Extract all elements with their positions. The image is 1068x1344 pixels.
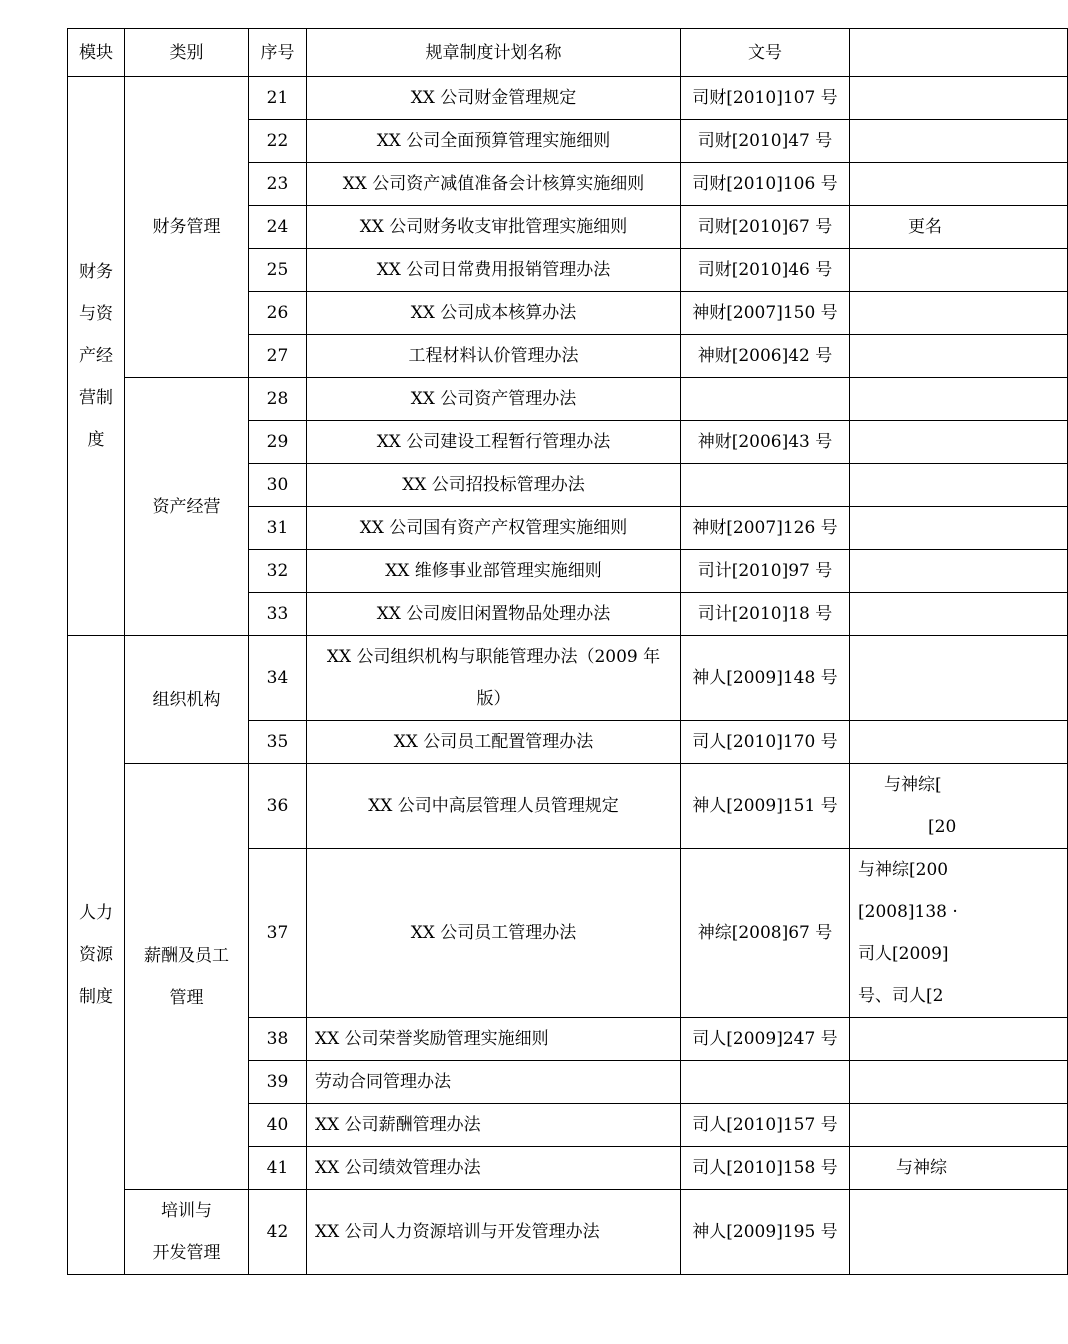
notes-cell: 更名 <box>850 206 1068 249</box>
name-line: 版） <box>476 689 511 709</box>
notes-cell <box>850 378 1068 421</box>
seq-cell: 21 <box>249 77 307 120</box>
name-cell: XX 公司国有资产产权管理实施细则 <box>307 507 681 550</box>
doc-cell: 司人[2010]158 号 <box>681 1147 850 1190</box>
name-cell: 工程材料认价管理办法 <box>307 335 681 378</box>
name-cell: XX 公司荣誉奖励管理实施细则 <box>307 1018 681 1061</box>
seq-cell: 40 <box>249 1104 307 1147</box>
module-line: 产经 <box>79 346 113 366</box>
header-category: 类别 <box>125 29 249 77</box>
category-cell <box>125 764 249 1190</box>
doc-cell: 司人[2009]247 号 <box>681 1018 850 1061</box>
category-line: 薪酬及员工 <box>144 945 229 966</box>
module-line: 与资 <box>79 304 113 324</box>
seq-cell: 30 <box>249 464 307 507</box>
seq-cell: 32 <box>249 550 307 593</box>
name-cell: XX 公司招投标管理办法 <box>307 464 681 507</box>
notes-cell <box>850 120 1068 163</box>
seq-cell: 34 <box>249 636 307 721</box>
notes-cell <box>850 721 1068 764</box>
category-cell: 财务管理 <box>125 77 249 378</box>
seq-cell: 36 <box>249 764 307 849</box>
doc-cell: 司财[2010]47 号 <box>681 120 850 163</box>
name-cell: 劳动合同管理办法 <box>307 1061 681 1104</box>
name-cell: XX 公司绩效管理办法 <box>307 1147 681 1190</box>
seq-cell: 23 <box>249 163 307 206</box>
seq-cell: 25 <box>249 249 307 292</box>
name-cell: XX 公司全面预算管理实施细则 <box>307 120 681 163</box>
doc-cell: 司财[2010]67 号 <box>681 206 850 249</box>
notes-cell <box>850 593 1068 636</box>
category-cell <box>125 1190 249 1275</box>
seq-cell: 29 <box>249 421 307 464</box>
name-cell: XX 公司资产减值准备会计核算实施细则 <box>307 163 681 206</box>
doc-cell: 司财[2010]107 号 <box>681 77 850 120</box>
category-cell: 资产经营 <box>125 378 249 636</box>
notes-line: [20 <box>928 817 957 837</box>
doc-cell: 神财[2007]126 号 <box>681 507 850 550</box>
seq-cell: 39 <box>249 1061 307 1104</box>
notes-line: [2008]138 · <box>858 902 958 922</box>
notes-line: 司人[2009] <box>858 944 949 964</box>
category-line: 开发管理 <box>152 1243 221 1263</box>
notes-cell <box>850 464 1068 507</box>
notes-cell <box>850 1190 1068 1275</box>
notes-cell <box>850 163 1068 206</box>
name-cell: XX 公司建设工程暂行管理办法 <box>307 421 681 464</box>
table-row <box>68 77 1068 120</box>
regulation-table <box>67 28 1068 1275</box>
module-line: 制度 <box>79 987 113 1007</box>
name-cell: XX 公司人力资源培训与开发管理办法 <box>307 1190 681 1275</box>
header-seq: 序号 <box>249 29 307 77</box>
name-cell: XX 公司资产管理办法 <box>307 378 681 421</box>
seq-cell: 41 <box>249 1147 307 1190</box>
doc-cell <box>681 378 850 421</box>
table-header-row <box>68 29 1068 77</box>
seq-cell: 28 <box>249 378 307 421</box>
module-cell-hr <box>68 636 125 1275</box>
doc-cell: 神财[2006]42 号 <box>681 335 850 378</box>
notes-line: 与神综[ <box>884 775 942 795</box>
notes-cell <box>850 335 1068 378</box>
name-line: XX 公司组织机构与职能管理办法（2009 年 <box>326 647 661 667</box>
notes-cell <box>850 421 1068 464</box>
name-cell: XX 公司日常费用报销管理办法 <box>307 249 681 292</box>
module-line: 营制 <box>79 388 113 408</box>
doc-cell: 司财[2010]46 号 <box>681 249 850 292</box>
doc-cell <box>681 1061 850 1104</box>
name-cell: XX 公司薪酬管理办法 <box>307 1104 681 1147</box>
doc-cell: 神人[2009]195 号 <box>681 1190 850 1275</box>
notes-cell <box>850 764 1068 849</box>
module-line: 度 <box>87 430 105 450</box>
notes-line: 与神综[200 <box>858 860 949 880</box>
notes-cell <box>850 1061 1068 1104</box>
seq-cell: 35 <box>249 721 307 764</box>
header-doc-no: 文号 <box>681 29 850 77</box>
seq-cell: 24 <box>249 206 307 249</box>
table-row <box>68 378 1068 421</box>
name-cell: XX 公司废旧闲置物品处理办法 <box>307 593 681 636</box>
notes-cell <box>850 636 1068 721</box>
name-cell: XX 公司成本核算办法 <box>307 292 681 335</box>
table-row <box>68 636 1068 721</box>
header-name: 规章制度计划名称 <box>307 29 681 77</box>
doc-cell: 神综[2008]67 号 <box>681 849 850 1018</box>
notes-line: 号、司人[2 <box>858 986 944 1006</box>
category-line: 培训与 <box>161 1201 212 1221</box>
notes-cell: 与神综 <box>850 1147 1068 1190</box>
doc-cell: 司人[2010]170 号 <box>681 721 850 764</box>
notes-cell <box>850 1018 1068 1061</box>
category-cell: 组织机构 <box>125 636 249 764</box>
doc-cell: 司计[2010]97 号 <box>681 550 850 593</box>
name-cell: XX 公司员工配置管理办法 <box>307 721 681 764</box>
notes-cell <box>850 292 1068 335</box>
seq-cell: 31 <box>249 507 307 550</box>
module-cell-finance <box>68 77 125 636</box>
module-line: 财务 <box>79 262 113 282</box>
header-module: 模块 <box>68 29 125 77</box>
module-line: 资源 <box>79 945 113 965</box>
notes-cell <box>850 849 1068 1018</box>
table-row <box>68 1190 1068 1275</box>
table-row <box>68 764 1068 849</box>
name-cell: XX 公司财务收支审批管理实施细则 <box>307 206 681 249</box>
notes-cell <box>850 507 1068 550</box>
doc-cell <box>681 464 850 507</box>
doc-cell: 神人[2009]151 号 <box>681 764 850 849</box>
name-cell: XX 维修事业部管理实施细则 <box>307 550 681 593</box>
name-cell <box>307 636 681 721</box>
seq-cell: 42 <box>249 1190 307 1275</box>
seq-cell: 33 <box>249 593 307 636</box>
module-line: 人力 <box>79 903 113 923</box>
header-notes <box>850 29 1068 77</box>
doc-cell: 司计[2010]18 号 <box>681 593 850 636</box>
doc-cell: 司人[2010]157 号 <box>681 1104 850 1147</box>
seq-cell: 27 <box>249 335 307 378</box>
name-cell: XX 公司中高层管理人员管理规定 <box>307 764 681 849</box>
seq-cell: 22 <box>249 120 307 163</box>
notes-cell <box>850 249 1068 292</box>
seq-cell: 37 <box>249 849 307 1018</box>
name-cell: XX 公司员工管理办法 <box>307 849 681 1018</box>
seq-cell: 38 <box>249 1018 307 1061</box>
notes-cell <box>850 1104 1068 1147</box>
doc-cell: 司财[2010]106 号 <box>681 163 850 206</box>
name-cell: XX 公司财金管理规定 <box>307 77 681 120</box>
doc-cell: 神财[2006]43 号 <box>681 421 850 464</box>
notes-cell <box>850 77 1068 120</box>
seq-cell: 26 <box>249 292 307 335</box>
category-line: 管理 <box>169 987 204 1008</box>
doc-cell: 神财[2007]150 号 <box>681 292 850 335</box>
doc-cell: 神人[2009]148 号 <box>681 636 850 721</box>
notes-cell <box>850 550 1068 593</box>
